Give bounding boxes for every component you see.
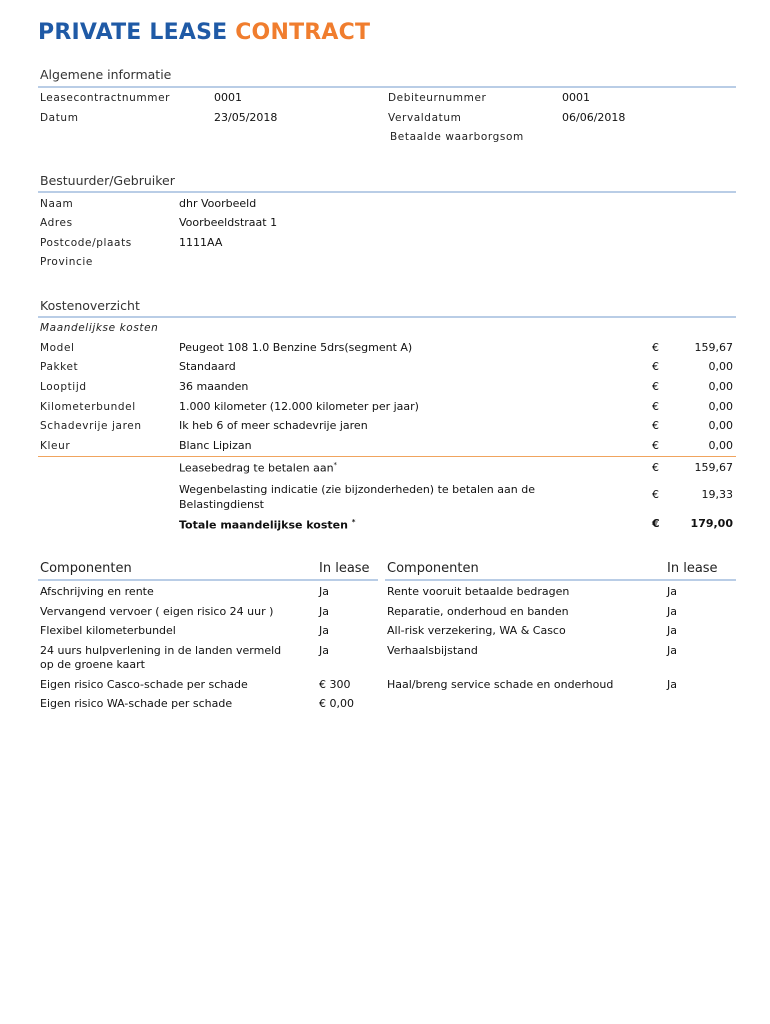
leasecontractnummer-value: 0001 bbox=[214, 91, 242, 104]
totaal-asterisk: * bbox=[351, 518, 356, 526]
cost-value: Peugeot 108 1.0 Benzine 5drs(segment A) bbox=[179, 341, 413, 354]
debiteurnummer-label: Debiteurnummer bbox=[388, 92, 487, 104]
component-value: Ja bbox=[667, 585, 677, 598]
component-value: Ja bbox=[667, 624, 677, 637]
cost-label: Kleur bbox=[40, 440, 71, 452]
cost-amount: 0,00 bbox=[708, 419, 733, 432]
adres-label: Adres bbox=[40, 217, 73, 229]
cost-value: 36 maanden bbox=[179, 380, 249, 393]
postcode-value: 1111AA bbox=[179, 236, 223, 249]
component-value: € 300 bbox=[319, 678, 351, 691]
cost-label: Schadevrije jaren bbox=[40, 420, 142, 432]
component-name: 24 uurs hulpverlening in de landen vermeld bbox=[40, 644, 282, 657]
component-name: Flexibel kilometerbundel bbox=[40, 624, 176, 637]
cost-label: Looptijd bbox=[40, 381, 87, 393]
section-rule bbox=[38, 316, 736, 318]
page-title bbox=[38, 20, 370, 45]
euro-sign: € bbox=[652, 461, 659, 474]
component-name: Haal/breng service schade en onderhoud bbox=[387, 678, 614, 691]
section-rule bbox=[38, 579, 378, 581]
component-name-line2: op de groene kaart bbox=[40, 658, 145, 671]
totaal-label bbox=[179, 518, 355, 532]
component-value: Ja bbox=[319, 585, 329, 598]
wegenbelasting-label-line1: Wegenbelasting indicatie (zie bijzonderheden) te betalen aan de bbox=[179, 483, 535, 496]
component-name: Vervangend vervoer ( eigen risico 24 uur ) bbox=[40, 605, 274, 618]
euro-sign: € bbox=[652, 341, 659, 354]
euro-sign: € bbox=[652, 439, 659, 452]
cost-value: 1.000 kilometer (12.000 kilometer per jaar) bbox=[179, 400, 419, 413]
cost-value: Ik heb 6 of meer schadevrije jaren bbox=[179, 419, 368, 432]
cost-amount: 0,00 bbox=[708, 380, 733, 393]
leasebedrag-asterisk: * bbox=[333, 461, 338, 469]
component-value: Ja bbox=[667, 605, 677, 618]
component-name: Reparatie, onderhoud en banden bbox=[387, 605, 569, 618]
cost-amount: 159,67 bbox=[694, 341, 733, 354]
in-lease-heading-left: In lease bbox=[319, 561, 370, 576]
component-value: Ja bbox=[319, 624, 329, 637]
totaal-amount: 179,00 bbox=[690, 517, 733, 530]
componenten-heading-right: Componenten bbox=[387, 561, 479, 576]
component-value: Ja bbox=[319, 605, 329, 618]
title-part-1: PRIVATE LEASE bbox=[38, 20, 228, 45]
totals-divider bbox=[38, 456, 736, 457]
component-name: Eigen risico Casco-schade per schade bbox=[40, 678, 248, 691]
section-kosten-heading: Kostenoverzicht bbox=[40, 298, 140, 313]
euro-sign: € bbox=[652, 360, 659, 373]
title-part-2: CONTRACT bbox=[235, 20, 371, 45]
totaal-label-text: Totale maandelijkse kosten bbox=[179, 518, 348, 532]
component-value: € 0,00 bbox=[319, 697, 354, 710]
euro-sign: € bbox=[652, 380, 659, 393]
wegenbelasting-amount: 19,33 bbox=[701, 488, 733, 501]
component-name: Afschrijving en rente bbox=[40, 585, 154, 598]
component-name: Verhaalsbijstand bbox=[387, 644, 478, 657]
component-name: Rente vooruit betaalde bedragen bbox=[387, 585, 570, 598]
cost-value: Standaard bbox=[179, 360, 236, 373]
leasebedrag-label bbox=[179, 461, 337, 475]
section-rule bbox=[38, 191, 736, 193]
section-rule bbox=[385, 579, 736, 581]
provincie-label: Provincie bbox=[40, 256, 93, 268]
leasebedrag-amount: 159,67 bbox=[694, 461, 733, 474]
component-value: Ja bbox=[667, 644, 677, 657]
naam-value: dhr Voorbeeld bbox=[179, 197, 257, 210]
in-lease-heading-right: In lease bbox=[667, 561, 718, 576]
euro-sign: € bbox=[652, 488, 659, 501]
component-name: Eigen risico WA-schade per schade bbox=[40, 697, 233, 710]
waarborgsom-label: Betaalde waarborgsom bbox=[390, 131, 524, 143]
cost-amount: 0,00 bbox=[708, 439, 733, 452]
debiteurnummer-value: 0001 bbox=[562, 91, 590, 104]
postcode-label: Postcode/plaats bbox=[40, 237, 132, 249]
euro-sign: € bbox=[652, 419, 659, 432]
vervaldatum-label: Vervaldatum bbox=[388, 112, 462, 124]
component-value: Ja bbox=[667, 678, 677, 691]
cost-label: Pakket bbox=[40, 361, 79, 373]
cost-amount: 0,00 bbox=[708, 400, 733, 413]
leasecontractnummer-label: Leasecontractnummer bbox=[40, 92, 171, 104]
cost-value: Blanc Lipizan bbox=[179, 439, 252, 452]
cost-amount: 0,00 bbox=[708, 360, 733, 373]
leasebedrag-label-text: Leasebedrag te betalen aan bbox=[179, 461, 334, 475]
cost-label: Model bbox=[40, 342, 75, 354]
section-algemeen-heading: Algemene informatie bbox=[40, 67, 172, 82]
maandelijkse-kosten-subheading: Maandelijkse kosten bbox=[40, 322, 159, 334]
euro-sign: € bbox=[652, 517, 660, 530]
section-bestuurder-heading: Bestuurder/Gebruiker bbox=[40, 173, 175, 188]
vervaldatum-value: 06/06/2018 bbox=[562, 111, 626, 124]
section-rule bbox=[38, 86, 736, 88]
datum-value: 23/05/2018 bbox=[214, 111, 278, 124]
component-value: Ja bbox=[319, 644, 329, 657]
datum-label: Datum bbox=[40, 112, 79, 124]
adres-value: Voorbeeldstraat 1 bbox=[179, 216, 278, 229]
wegenbelasting-label-line2: Belastingdienst bbox=[179, 498, 264, 511]
componenten-heading-left: Componenten bbox=[40, 561, 132, 576]
cost-label: Kilometerbundel bbox=[40, 401, 136, 413]
component-name: All-risk verzekering, WA & Casco bbox=[387, 624, 566, 637]
naam-label: Naam bbox=[40, 198, 74, 210]
euro-sign: € bbox=[652, 400, 659, 413]
